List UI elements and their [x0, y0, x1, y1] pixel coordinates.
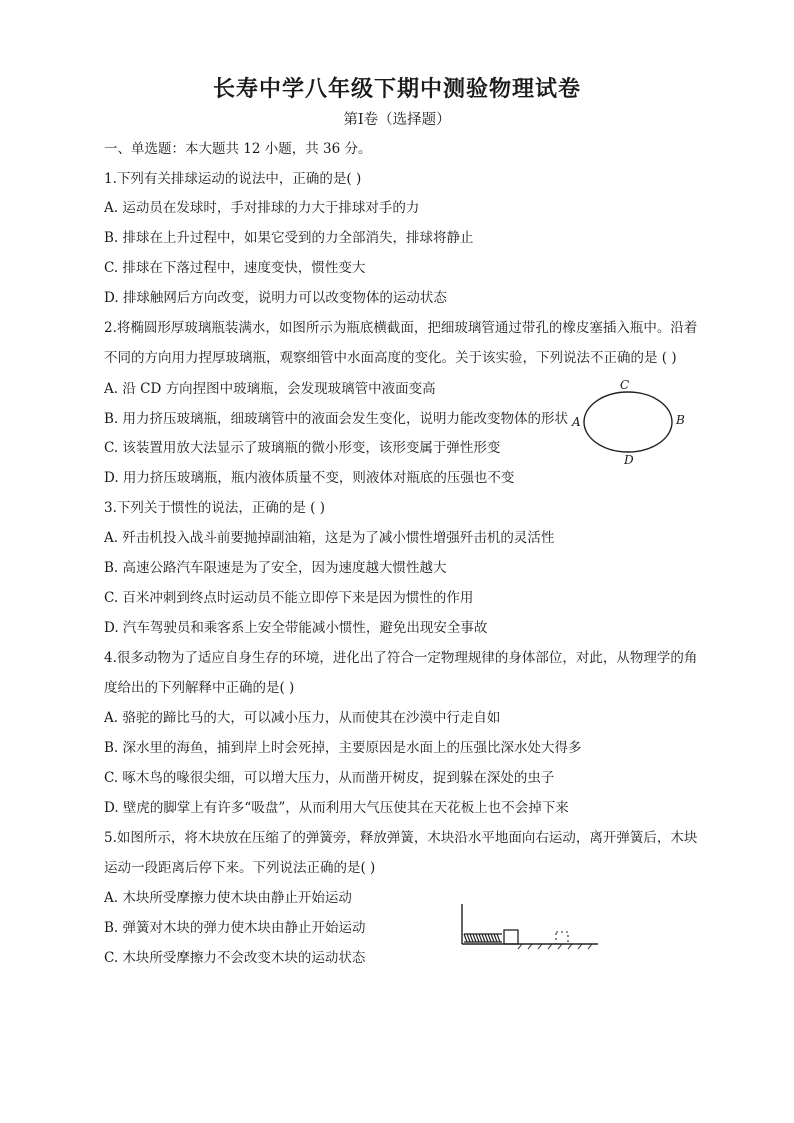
- question-4-stem-line-1: 4.很多动物为了适应自身生存的环境，进化出了符合一定物理规律的身体部位，对此，从物理学的角: [104, 650, 698, 666]
- spring-block-figure: [456, 898, 606, 954]
- label-b: B: [676, 413, 685, 427]
- question-2-stem-line-2: 不同的方向用力捏厚玻璃瓶，观察细管中水面高度的变化。关于该实验，下列说法不正确的是 ( ): [104, 350, 677, 366]
- bottle-ellipse: [584, 392, 672, 452]
- question-2-option-d: D. 用力挤压玻璃瓶，瓶内液体质量不变，则液体对瓶底的压强也不变: [104, 470, 515, 486]
- question-4-option-c: C. 啄木鸟的喙很尖细，可以增大压力，从而凿开树皮，捉到躲在深处的虫子: [104, 770, 555, 786]
- final-position-dashed-block: [556, 932, 568, 944]
- question-4-option-d: D. 壁虎的脚掌上有许多“吸盘”，从而利用大气压使其在天花板上也不会掉下来: [104, 800, 569, 816]
- exam-subtitle: 第Ⅰ卷（选择题）: [343, 112, 451, 128]
- question-5-stem-line-1: 5.如图所示，将木块放在压缩了的弹簧旁，释放弹簧，木块沿水平地面向右运动，离开弹簧后，木块: [104, 830, 698, 846]
- question-1-option-c: C. 排球在下落过程中，速度变快，惯性变大: [104, 260, 366, 276]
- label-d: D: [624, 453, 634, 466]
- question-4-option-b: B. 深水里的海鱼，捕到岸上时会死掉，主要原因是水面上的压强比深水处大得多: [104, 740, 582, 756]
- question-2-stem-line-1: 2.将椭圆形厚玻璃瓶装满水，如图所示为瓶底横截面，把细玻璃管通过带孔的橡皮塞插入瓶中。沿着: [104, 320, 698, 336]
- question-1-option-b: B. 排球在上升过程中，如果它受到的力全部消失，排球将静止: [104, 230, 474, 246]
- exam-title: 长寿中学八年级下期中测验物理试卷: [212, 76, 581, 102]
- question-2-option-c: C. 该装置用放大法显示了玻璃瓶的微小形变，该形变属于弹性形变: [104, 440, 501, 456]
- question-3-option-b: B. 高速公路汽车限速是为了安全，因为速度越大惯性越大: [104, 560, 447, 576]
- question-3-option-d: D. 汽车驾驶员和乘客系上安全带能减小惯性，避免出现安全事故: [104, 620, 488, 636]
- label-a: A: [572, 415, 581, 429]
- question-5-option-b: B. 弹簧对木块的弹力使木块由静止开始运动: [104, 920, 366, 936]
- question-4-stem-line-2: 度给出的下列解释中正确的是( ): [104, 680, 295, 696]
- section-heading: 一、单选题：本大题共 12 小题，共 36 分。: [104, 141, 372, 157]
- question-3-option-c: C. 百米冲刺到终点时运动员不能立即停下来是因为惯性的作用: [104, 590, 474, 606]
- question-5-option-c: C. 木块所受摩擦力不会改变木块的运动状态: [104, 950, 366, 966]
- question-1-option-a: A. 运动员在发球时，手对排球的力大于排球对手的力: [104, 200, 420, 216]
- question-4-option-a: A. 骆驼的蹄比马的大，可以减小压力，从而使其在沙漠中行走自如: [104, 710, 501, 726]
- question-1-stem: 1.下列有关排球运动的说法中，正确的是( ): [104, 171, 362, 187]
- question-2-option-a: A. 沿 CD 方向捏图中玻璃瓶，会发现玻璃管中液面变高: [104, 381, 436, 397]
- question-1-option-d: D. 排球触网后方向改变，说明力可以改变物体的运动状态: [104, 290, 447, 306]
- question-5-stem-line-2: 运动一段距离后停下来。下列说法正确的是( ): [104, 860, 376, 876]
- question-2-option-b: B. 用力挤压玻璃瓶，细玻璃管中的液面会发生变化，说明力能改变物体的形状: [104, 411, 569, 427]
- question-5-option-a: A. 木块所受摩擦力使木块由静止开始运动: [104, 890, 352, 906]
- question-3-option-a: A. 歼击机投入战斗前要抛掉副油箱，这是为了减小惯性增强歼击机的灵活性: [104, 530, 555, 546]
- ground-hatching: [518, 944, 592, 949]
- label-c: C: [620, 378, 630, 392]
- wooden-block: [504, 930, 518, 944]
- bottle-cross-section-figure: [570, 378, 690, 470]
- question-3-stem: 3.下列关于惯性的说法，正确的是 ( ): [104, 500, 325, 516]
- compressed-spring: [464, 934, 502, 942]
